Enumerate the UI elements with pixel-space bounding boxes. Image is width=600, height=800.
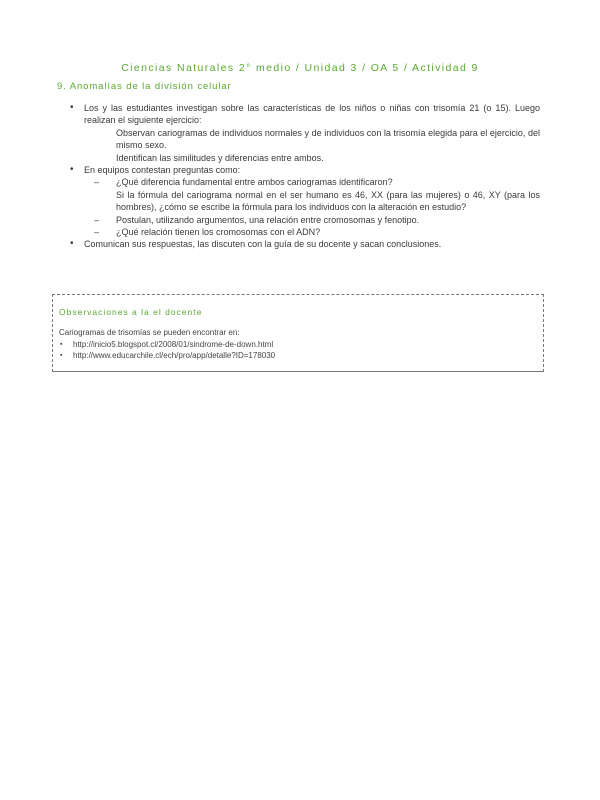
- observations-title: Observaciones a la el docente: [59, 307, 203, 317]
- sub-step-observe: Observan cariogramas de individuos normales y de individuos con la trisomía elegida para el ejercicio, del mismo sexo.: [116, 127, 540, 151]
- question-phenotype: – Postulan, utilizando argumentos, una relación entre cromosomas y fenotipo.: [70, 214, 540, 226]
- observations-text: [59, 327, 275, 362]
- page-header: Ciencias Naturales 2° medio / Unidad 3 / OA 5 / Actividad 9: [121, 62, 479, 74]
- resource-link[interactable]: ▪ http://www.educarchile.cl/ech/pro/app/detalle?ID=178030: [59, 350, 275, 362]
- observations-intro: Cariogramas de trisomías se pueden encontrar en:: [59, 328, 240, 337]
- activity-item-questions: • En equipos contestan preguntas como:: [70, 164, 540, 176]
- activity-content: [70, 102, 540, 251]
- observations-box: [52, 294, 544, 372]
- activity-item-communicate: • Comunican sus respuestas, las discuten con la guía de su docente y sacan conclusiones.: [70, 238, 540, 250]
- section-title: 9. Anomalías de la división celular: [57, 81, 232, 92]
- activity-item-investigation: • Los y las estudiantes investigan sobre las características de los niños o niñas con trisomía 21 (o 15). Luego realizan el siguiente ejercicio:: [70, 102, 540, 127]
- question-difference: – ¿Qué diferencia fundamental entre ambos cariogramas identificaron?: [70, 176, 540, 188]
- sub-step-identify: Identifican las similitudes y diferencias entre ambos.: [116, 152, 324, 163]
- question-dna: – ¿Qué relación tienen los cromosomas con el ADN?: [70, 226, 540, 238]
- resource-link[interactable]: ▪ http://inicio5.blogspot.cl/2008/01/sindrome-de-down.html: [59, 339, 275, 351]
- question-formula-detail: Si la fórmula del cariograma normal en el ser humano es 46, XX (para las mujeres) o 46, XY (para los hombres), ¿cómo se escribe la fórmula para los individuos con la alteración en estudio?: [116, 189, 540, 213]
